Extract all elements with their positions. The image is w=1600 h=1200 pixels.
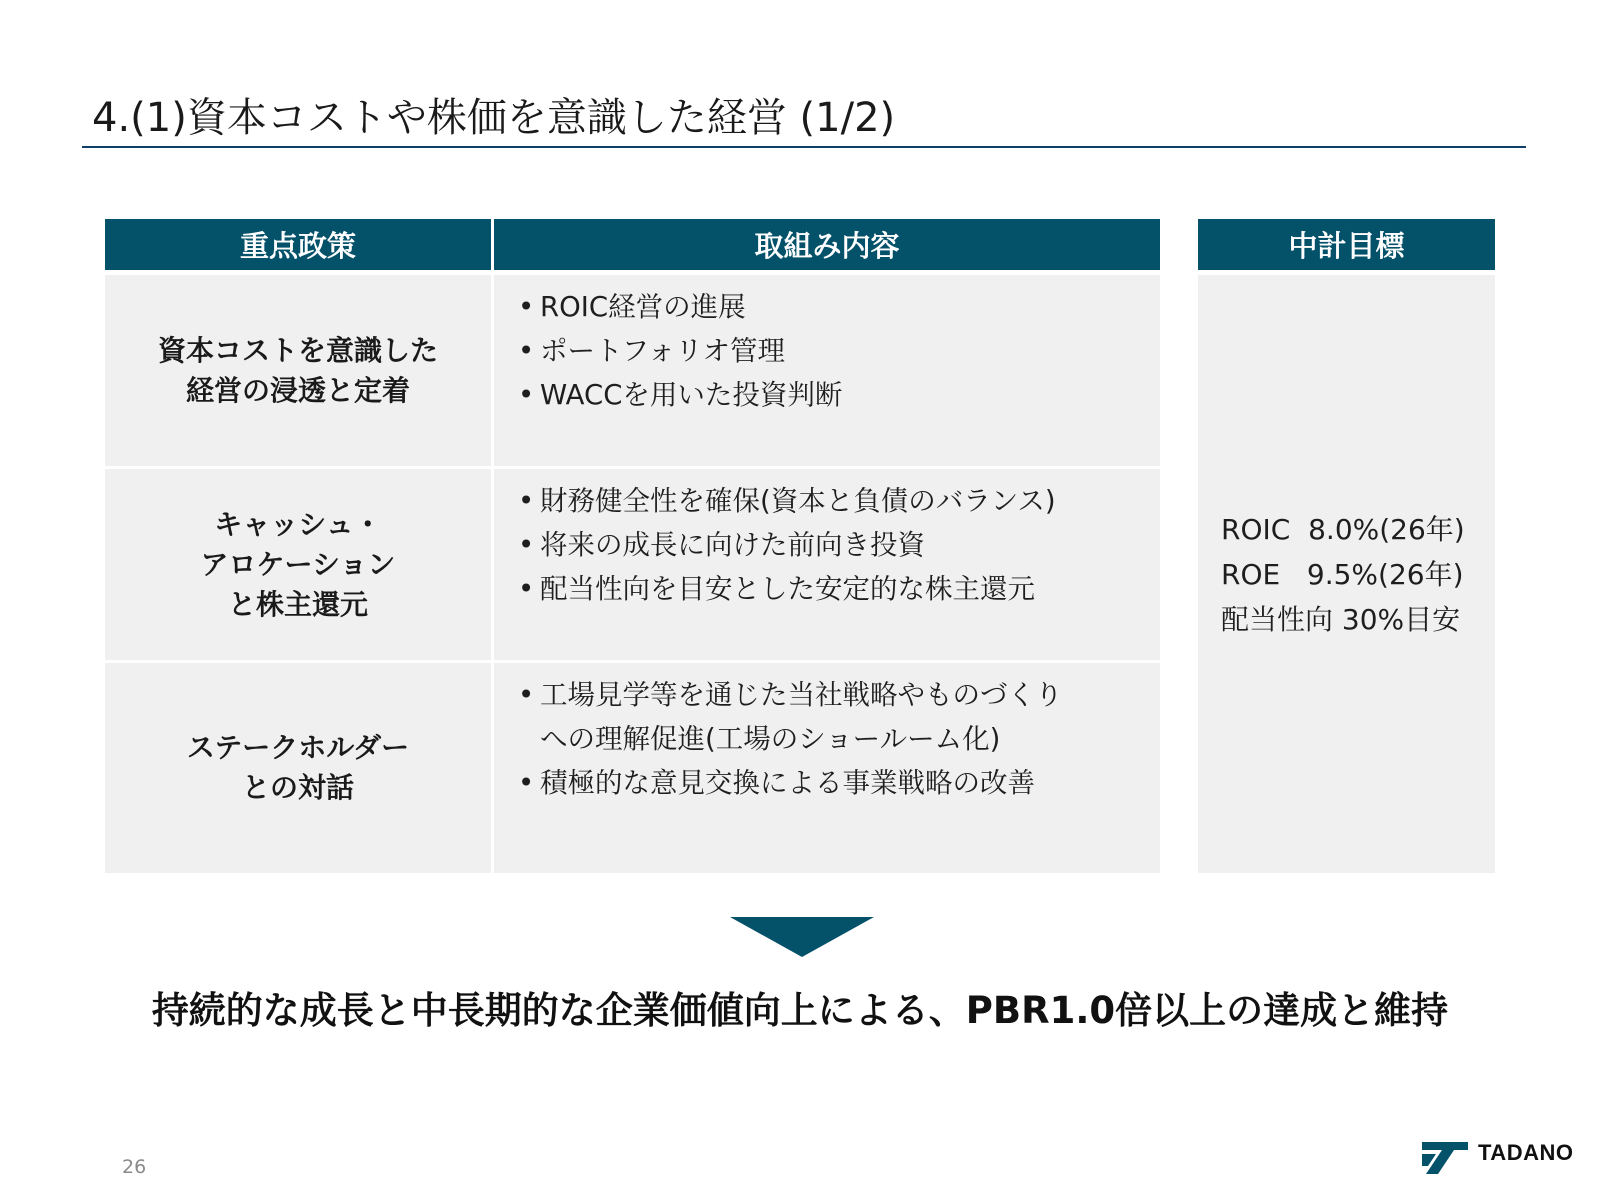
list-item: • WACCを用いた投資判断 <box>518 373 1160 417</box>
tadano-logo-icon <box>1422 1142 1468 1174</box>
target-payout: 配当性向 30%目安 <box>1221 602 1461 636</box>
policy-line: 経営の浸透と定着 <box>185 373 410 407</box>
list-item-line: • 工場見学等を通じた当社戦略やものづくり <box>540 679 1063 711</box>
policy-line: アロケーション <box>200 547 396 581</box>
list-item: • 配当性向を目安とした安定的な株主還元 <box>518 567 1160 611</box>
list-item: • ポートフォリオ管理 <box>518 329 1160 373</box>
conclusion-text: 持続的な成長と中長期的な企業価値向上による、PBR1.0倍以上の達成と維持 <box>151 989 1449 1032</box>
target-cell <box>1198 275 1495 873</box>
content-cell-2 <box>494 469 1160 660</box>
list-item: • 将来の成長に向けた前向き投資 <box>518 523 1160 567</box>
down-arrow-icon <box>730 917 874 957</box>
list-item: • 財務健全性を確保(資本と負債のバランス) <box>518 479 1160 523</box>
header-content: 取組み内容 <box>494 219 1160 270</box>
policy-line: ステークホルダー <box>186 731 410 764</box>
policy-cell-1 <box>105 275 491 466</box>
policy-line: 資本コストを意識した <box>157 333 438 367</box>
page-number: 26 <box>122 1156 147 1178</box>
logo-text: TADANO <box>1478 1140 1574 1165</box>
header-target: 中計目標 <box>1198 219 1495 270</box>
page-title: 4.(1)資本コストや株価を意識した経営 (1/2) <box>92 95 896 141</box>
list-item <box>518 673 1160 761</box>
list-item: • ROIC経営の進展 <box>518 285 1160 329</box>
policy-line: と株主還元 <box>227 587 368 621</box>
target-roe: ROE 9.5%(26年) <box>1221 557 1464 591</box>
content-cell-3 <box>494 663 1160 873</box>
list-item-line: への理解促進(工場のショールーム化) <box>540 723 1001 755</box>
content-cell-1 <box>494 275 1160 466</box>
title-divider <box>82 146 1526 148</box>
policy-line: キャッシュ・ <box>214 507 382 541</box>
header-policy: 重点政策 <box>105 219 491 270</box>
list-item: • 積極的な意見交換による事業戦略の改善 <box>518 761 1160 805</box>
policy-line: との対話 <box>241 771 354 804</box>
target-roic: ROIC 8.0%(26年) <box>1221 512 1465 546</box>
policy-cell-3 <box>105 663 491 873</box>
policy-cell-2 <box>105 469 491 660</box>
